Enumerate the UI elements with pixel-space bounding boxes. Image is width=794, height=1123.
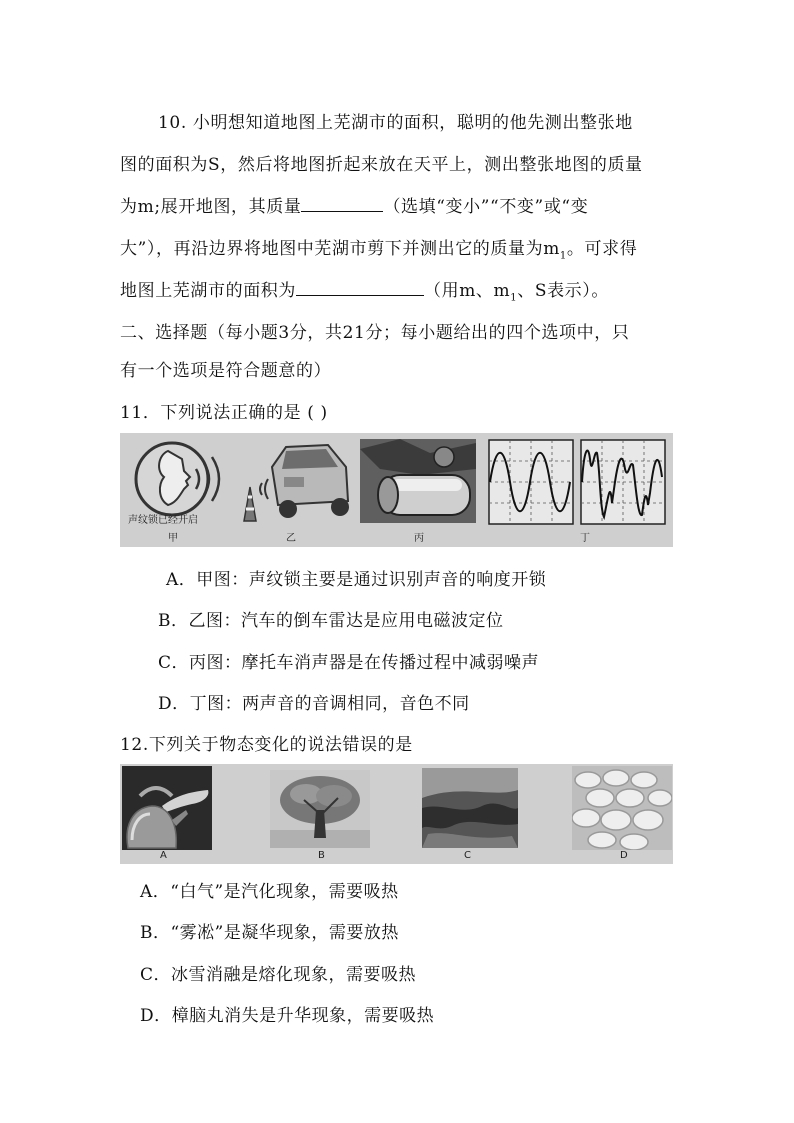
figure-label-ding: 丁 <box>580 533 590 544</box>
q10-answer-blank-1[interactable] <box>301 195 383 212</box>
q10-line-3-text-a: 为m;展开地图，其质量 <box>120 197 302 217</box>
q12-figure-strip <box>120 764 673 864</box>
q12-option-b[interactable]: B．“雾凇”是凝华现象，需要放热 <box>140 923 399 943</box>
q10-line-2: 图的面积为S，然后将地图折起来放在天平上，测出整张地图的质量 <box>120 155 643 175</box>
figure-label-bing: 丙 <box>414 533 424 544</box>
q10-line-4-text-b: 。可求得 <box>566 239 638 259</box>
q11-option-b[interactable]: B．乙图：汽车的倒车雷达是应用电磁波定位 <box>158 611 504 631</box>
figure-label-c: C <box>464 850 471 861</box>
q12-option-d[interactable]: D．樟脑丸消失是升华现象，需要吸热 <box>140 1006 435 1026</box>
muffler-image <box>360 439 476 523</box>
waveform-left-image <box>488 439 574 525</box>
q10-line-4-text-a: 大”），再沿边界将地图中芜湖市剪下并测出它的质量为m <box>120 239 560 259</box>
figure-label-a: A <box>160 850 167 861</box>
q12-stem: 12.下列关于物态变化的说法错误的是 <box>120 735 413 755</box>
q10-line-5-text-c: 、S表示）。 <box>517 281 609 301</box>
q11-option-c[interactable]: C．丙图：摩托车消声器是在传播过程中减弱噪声 <box>158 653 540 673</box>
q10-line-5-subscript: 1 <box>510 292 518 304</box>
rime-tree-image <box>270 770 370 848</box>
waveform-right-image <box>580 439 666 525</box>
q11-option-a[interactable]: A．甲图：声纹锁主要是通过识别声音的响度开锁 <box>166 570 547 590</box>
q10-line-3 <box>120 192 588 217</box>
voice-lock-caption: 声纹锁已经开启 <box>128 515 198 526</box>
section-2-heading-line-1: 二、选择题（每小题3分，共21分；每小题给出的四个选项中，只 <box>120 323 630 343</box>
mothballs-image <box>572 766 672 850</box>
q10-line-4-subscript: 1 <box>559 250 567 262</box>
q12-option-c[interactable]: C．冰雪消融是熔化现象，需要吸热 <box>140 965 417 985</box>
q10-line-4 <box>120 234 637 261</box>
q10-line-5-text-b: （用m、m <box>424 281 511 301</box>
car-radar-image <box>232 437 352 529</box>
q10-line-3-text-b: （选填“变小”“不变”或“变 <box>383 197 589 217</box>
figure-label-yi: 乙 <box>286 533 296 544</box>
q10-line-5 <box>120 276 609 303</box>
q10-line-1: 10. 小明想知道地图上芜湖市的面积，聪明的他先测出整张地 <box>158 113 633 133</box>
figure-label-b: B <box>318 850 325 861</box>
kettle-steam-image <box>122 766 212 850</box>
figure-label-jia: 甲 <box>168 533 178 544</box>
q11-option-d[interactable]: D．丁图：两声音的音调相同，音色不同 <box>158 694 470 714</box>
q10-answer-blank-2[interactable] <box>296 279 424 296</box>
q12-option-a[interactable]: A．“白气”是汽化现象，需要吸热 <box>140 882 399 902</box>
q11-stem: 11．下列说法正确的是 ( ) <box>120 403 328 423</box>
figure-label-d: D <box>620 850 628 861</box>
q11-figure-strip <box>120 433 673 547</box>
melting-snow-image <box>422 768 518 848</box>
q10-line-5-text-a: 地图上芜湖市的面积为 <box>120 281 296 301</box>
section-2-heading-line-2: 有一个选项是符合题意的） <box>120 361 332 381</box>
